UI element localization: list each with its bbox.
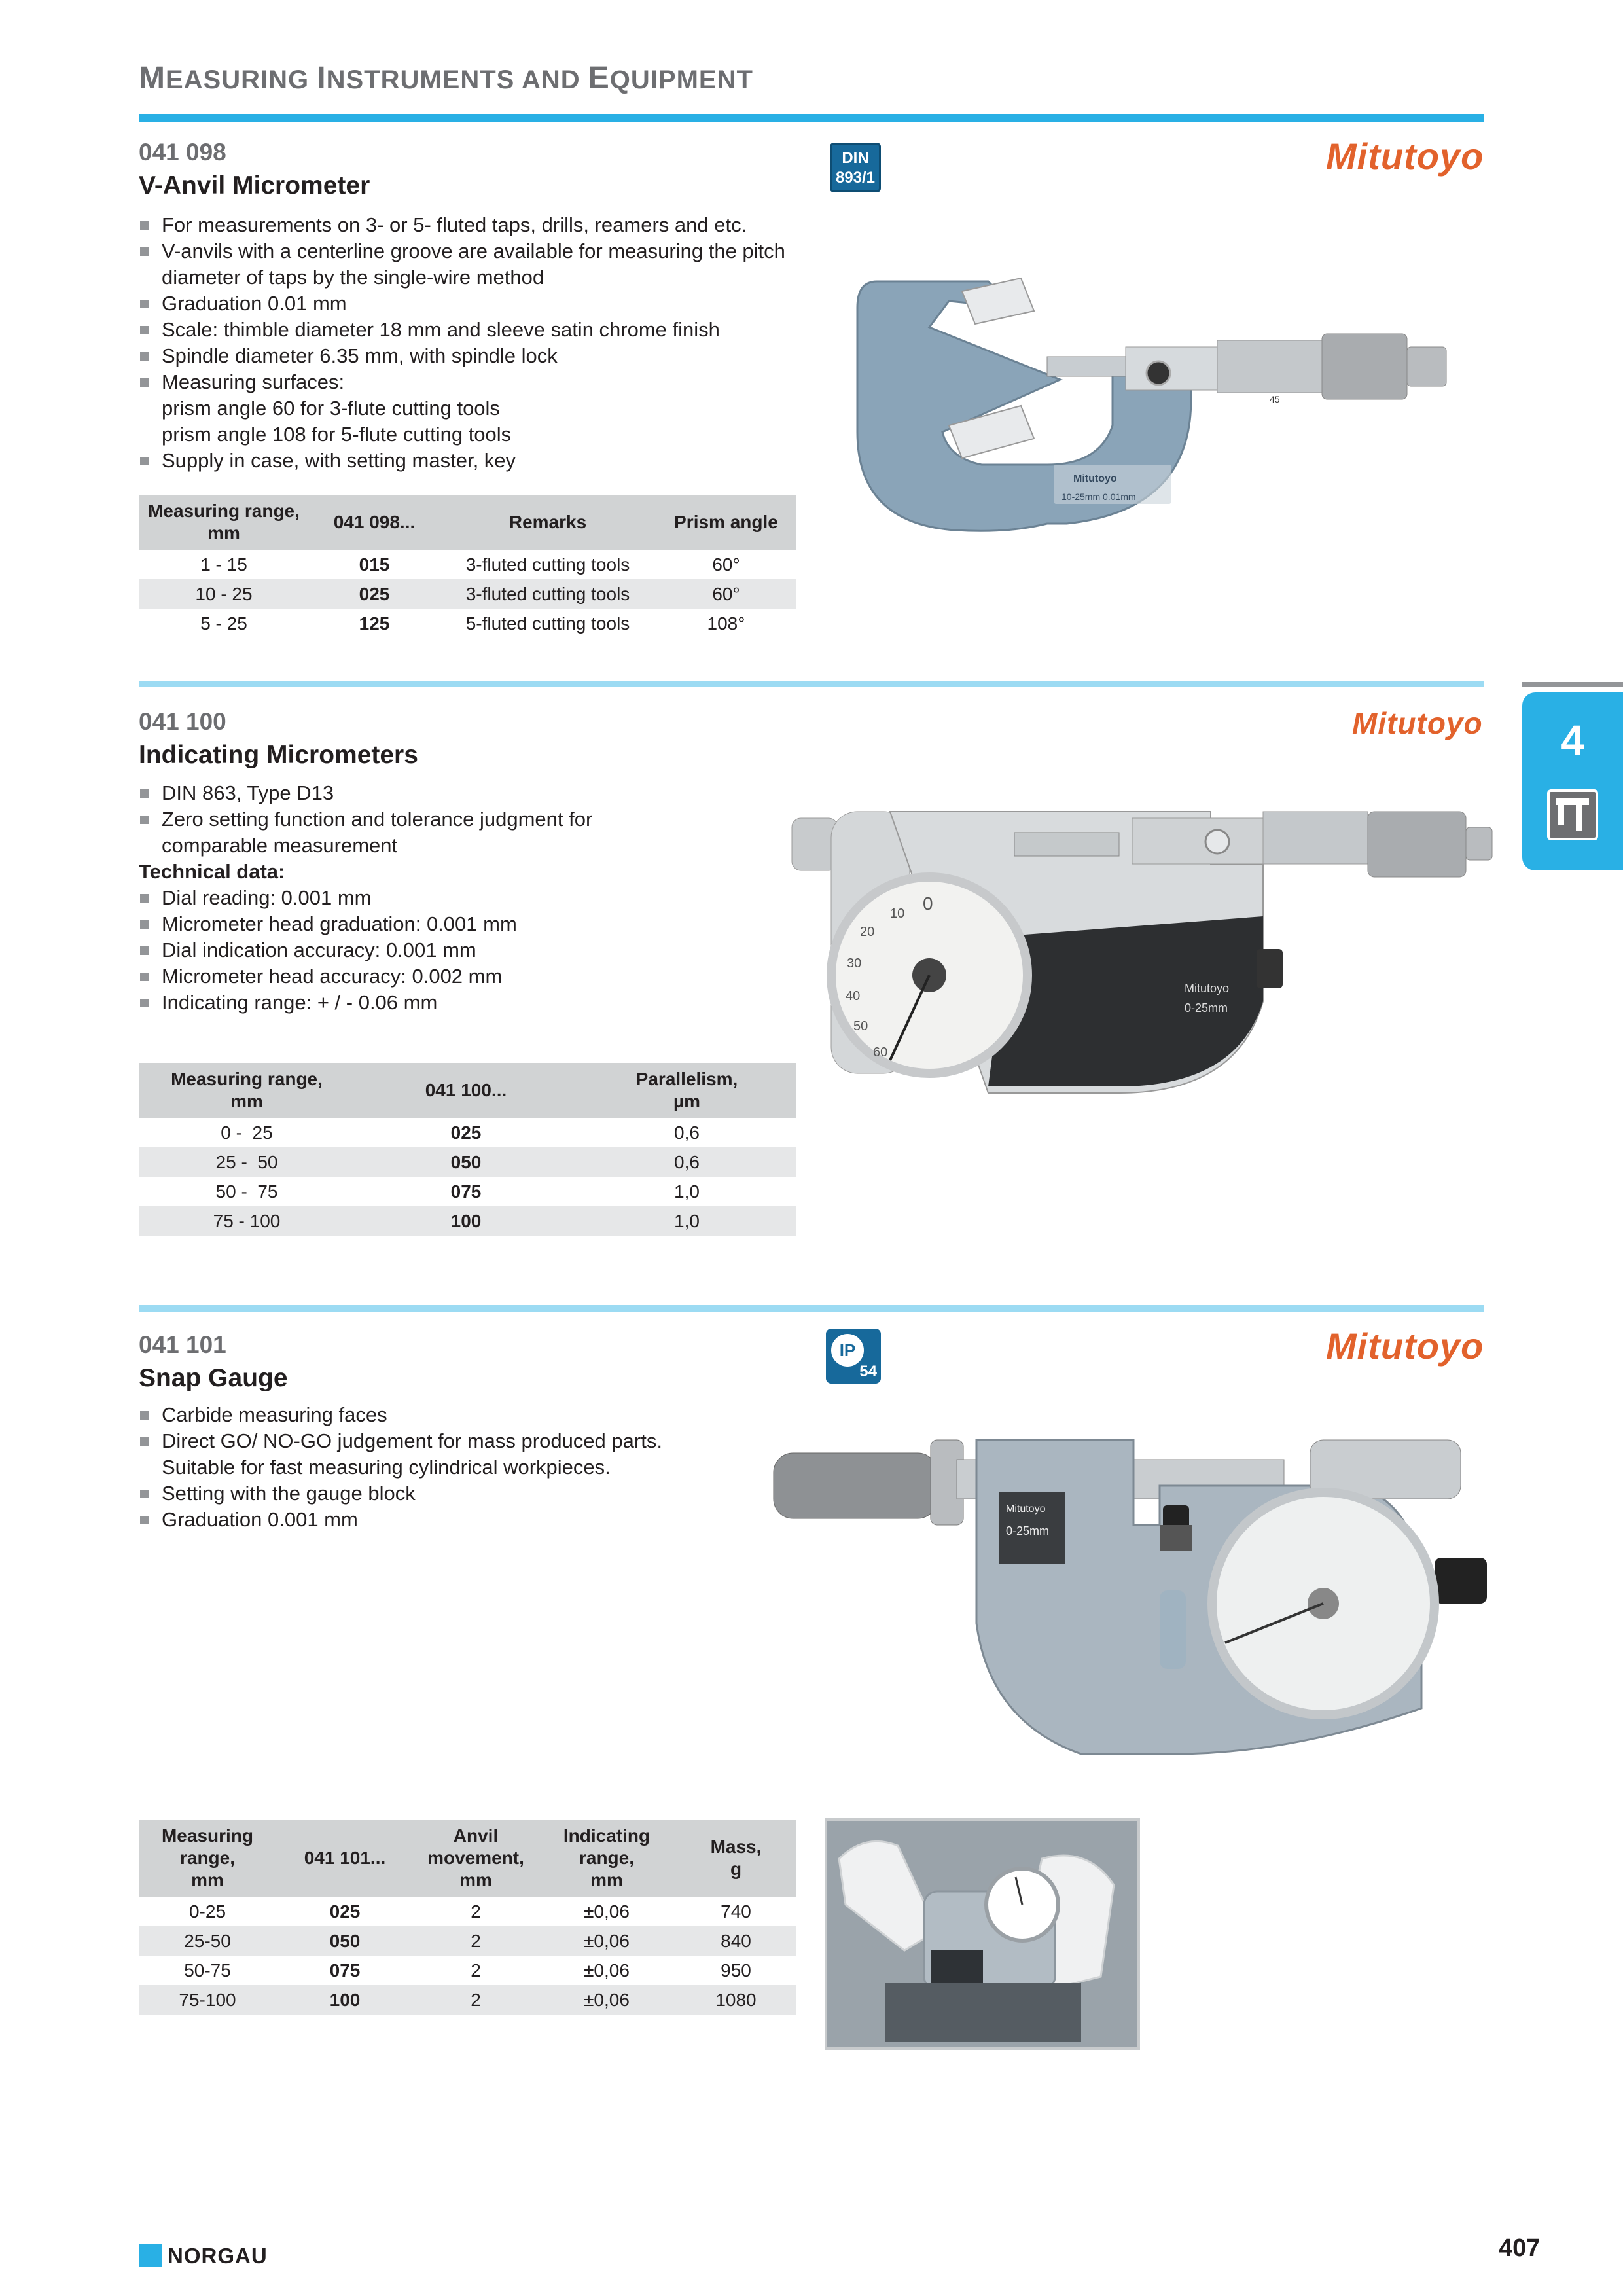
dial-number: 10 — [890, 906, 905, 921]
table-cell: 0-25 — [188, 1901, 226, 1922]
table-cell: 075 — [329, 1960, 361, 1981]
table-cell: 3-fluted cutting tools — [465, 554, 630, 575]
table-row — [139, 1177, 796, 1206]
column-header: Measuring range, mm — [139, 1820, 276, 1897]
table-cell: 2 — [414, 1926, 538, 1956]
brand-logo: Mitutoyo — [1326, 135, 1484, 177]
list-item: Carbide measuring faces — [139, 1402, 832, 1428]
chapter-tab-rule — [1522, 682, 1623, 687]
list-item: V-anvils with a centerline groove are available for measuring the pitch — [139, 238, 832, 264]
section-rule — [139, 1305, 1484, 1312]
table-row — [139, 579, 796, 609]
plate-range-text: 0-25mm — [1006, 1524, 1050, 1537]
table-cell: ±0,06 — [538, 1926, 675, 1956]
table-cell: ±0,06 — [584, 1901, 630, 1922]
table-cell: 1,0 — [577, 1206, 796, 1236]
table-row — [139, 1206, 796, 1236]
table-cell: ±0,06 — [538, 1985, 675, 2015]
dial-number: 30 — [847, 956, 862, 971]
list-item: For measurements on 3- or 5- fluted taps, drills, reamers and etc. — [139, 212, 832, 238]
v-anvil-micrometer-image — [851, 249, 1518, 550]
table-cell: 100 — [276, 1985, 414, 2015]
chapter-number: 4 — [1561, 717, 1584, 764]
table-cell: 025 — [309, 579, 440, 609]
list-item: Supply in case, with setting master, key — [139, 448, 832, 474]
table-cell: 60° — [712, 554, 740, 575]
table-row — [139, 550, 796, 579]
frame-brand-text: Mitutoyo — [1073, 473, 1117, 484]
table-cell: 025 — [329, 1901, 361, 1922]
spec-table — [139, 1063, 796, 1236]
list-item: Graduation 0.001 mm — [139, 1507, 832, 1533]
list-item: Dial reading: 0.001 mm — [139, 885, 793, 911]
feature-list — [139, 212, 832, 474]
list-item: Setting with the gauge block — [139, 1480, 832, 1507]
list-item: prism angle 108 for 5-flute cutting tools — [162, 423, 512, 446]
technical-data-list — [139, 885, 793, 1016]
table-cell: 075 — [450, 1181, 482, 1202]
table-cell: 050 — [276, 1926, 414, 1956]
norgau-logo: NORGAU — [168, 2244, 268, 2268]
frame-brand-text: Mitutoyo — [1185, 982, 1230, 995]
snap-gauge-image — [767, 1427, 1500, 1774]
table-cell: 25 - 50 — [139, 1147, 355, 1177]
list-item: DIN 863, Type D13 — [139, 780, 793, 806]
table-cell: 0 - 25 — [221, 1122, 273, 1143]
column-header: Anvil movement, mm — [414, 1820, 538, 1897]
page-title: MEASURING INSTRUMENTS AND EQUIPMENT — [139, 61, 753, 96]
table-cell: 125 — [359, 613, 390, 634]
table-cell: 5-fluted cutting tools — [465, 613, 630, 634]
indicating-micrometer-image — [792, 805, 1492, 1093]
table-cell: 3-fluted cutting tools — [440, 579, 656, 609]
header-rule — [139, 114, 1484, 122]
table-cell: ±0,06 — [584, 1960, 630, 1981]
list-item: Spindle diameter 6.35 mm, with spindle lock — [139, 343, 832, 369]
table-cell: 5 - 25 — [200, 613, 247, 634]
table-row — [139, 1985, 796, 2015]
feature-list — [139, 1402, 832, 1533]
table-row — [139, 1897, 796, 1926]
column-header: Measuring range, mm — [139, 495, 309, 550]
plate-brand-text: Mitutoyo — [1006, 1503, 1046, 1515]
chapter-tab — [1522, 692, 1623, 870]
table-row — [139, 609, 796, 638]
list-item: Measuring surfaces: — [139, 369, 832, 395]
table-cell: 75 - 100 — [139, 1206, 355, 1236]
dial-number: 20 — [860, 925, 875, 939]
table-cell: 2 — [471, 1960, 481, 1981]
list-item: diameter of taps by the single-wire method — [162, 266, 544, 289]
din-badge: DIN 893/1 — [830, 143, 881, 192]
column-header: Indicating range, mm — [538, 1820, 675, 1897]
product-title: Snap Gauge — [139, 1364, 288, 1392]
frame-range-text: 0-25mm — [1185, 1001, 1228, 1014]
list-item: Indicating range: + / - 0.06 mm — [139, 990, 793, 1016]
list-item: Zero setting function and tolerance judgment for — [139, 806, 793, 833]
table-cell: 950 — [721, 1960, 751, 1981]
table-row — [139, 1926, 796, 1956]
table-cell: 2 — [471, 1901, 481, 1922]
table-cell: 1,0 — [674, 1181, 700, 1202]
table-cell: 025 — [450, 1122, 482, 1143]
snap-gauge-usage-photo — [826, 1820, 1139, 2049]
table-cell: 0,6 — [674, 1122, 700, 1143]
spec-table — [139, 495, 796, 638]
section-rule — [139, 681, 1484, 687]
table-cell: 25-50 — [139, 1926, 276, 1956]
table-cell: 015 — [359, 554, 390, 575]
column-header: 041 101... — [276, 1820, 414, 1897]
product-code: 041 101 — [139, 1331, 226, 1358]
table-row — [139, 1118, 796, 1147]
dial-number: 60 — [873, 1045, 888, 1060]
table-cell: 108° — [707, 613, 745, 634]
table-row — [139, 1956, 796, 1985]
table-cell: 0,6 — [577, 1147, 796, 1177]
column-header: Measuring range, mm — [139, 1063, 355, 1118]
dial-number: 0 — [923, 893, 933, 914]
table-cell: 1 - 15 — [200, 554, 247, 575]
column-header: Remarks — [440, 495, 656, 550]
technical-data-label: Technical data: — [139, 860, 285, 883]
table-cell: 50 - 75 — [215, 1181, 278, 1202]
caliper-icon — [1547, 789, 1598, 840]
dial-number: 50 — [853, 1019, 868, 1033]
list-item: Graduation 0.01 mm — [139, 291, 832, 317]
brand-logo: Mitutoyo — [1352, 706, 1483, 740]
feature-list — [139, 780, 793, 859]
page-number: 407 — [1499, 2234, 1541, 2262]
column-header: 041 098... — [309, 495, 440, 550]
table-cell: 050 — [355, 1147, 577, 1177]
list-item: Scale: thimble diameter 18 mm and sleeve satin chrome finish — [139, 317, 832, 343]
table-cell: 100 — [355, 1206, 577, 1236]
list-item: Direct GO/ NO-GO judgement for mass produced parts. — [139, 1428, 832, 1454]
brand-logo: Mitutoyo — [1326, 1325, 1484, 1367]
list-item: Micrometer head graduation: 0.001 mm — [139, 911, 793, 937]
table-row — [139, 1147, 796, 1177]
table-cell: 2 — [414, 1985, 538, 2015]
product-code: 041 098 — [139, 139, 226, 166]
table-cell: 10 - 25 — [139, 579, 309, 609]
list-item: Micrometer head accuracy: 0.002 mm — [139, 963, 793, 990]
column-header: Mass, g — [675, 1820, 796, 1897]
product-title: V-Anvil Micrometer — [139, 171, 370, 200]
table-cell: 75-100 — [139, 1985, 276, 2015]
ip54-badge: IP 54 — [826, 1329, 881, 1384]
spec-table — [139, 1820, 796, 2015]
table-cell: 1080 — [675, 1985, 796, 2015]
product-title: Indicating Micrometers — [139, 741, 418, 769]
table-cell: 840 — [675, 1926, 796, 1956]
product-code: 041 100 — [139, 708, 226, 735]
sleeve-number-text: 45 — [1270, 394, 1280, 404]
column-header: Parallelism, µm — [577, 1063, 796, 1118]
list-item: prism angle 60 for 3-flute cutting tools — [162, 397, 500, 420]
dial-number: 40 — [846, 989, 861, 1003]
list-item: comparable measurement — [162, 834, 398, 857]
list-item: Suitable for fast measuring cylindrical workpieces. — [162, 1456, 611, 1479]
column-header: 041 100... — [355, 1063, 577, 1118]
frame-range-text: 10-25mm 0.01mm — [1061, 492, 1136, 502]
table-cell: 740 — [721, 1901, 751, 1922]
norgau-logo-square — [139, 2244, 162, 2267]
column-header: Prism angle — [656, 495, 796, 550]
list-item: Dial indication accuracy: 0.001 mm — [139, 937, 793, 963]
table-cell: 60° — [656, 579, 796, 609]
table-cell: 50-75 — [184, 1960, 231, 1981]
